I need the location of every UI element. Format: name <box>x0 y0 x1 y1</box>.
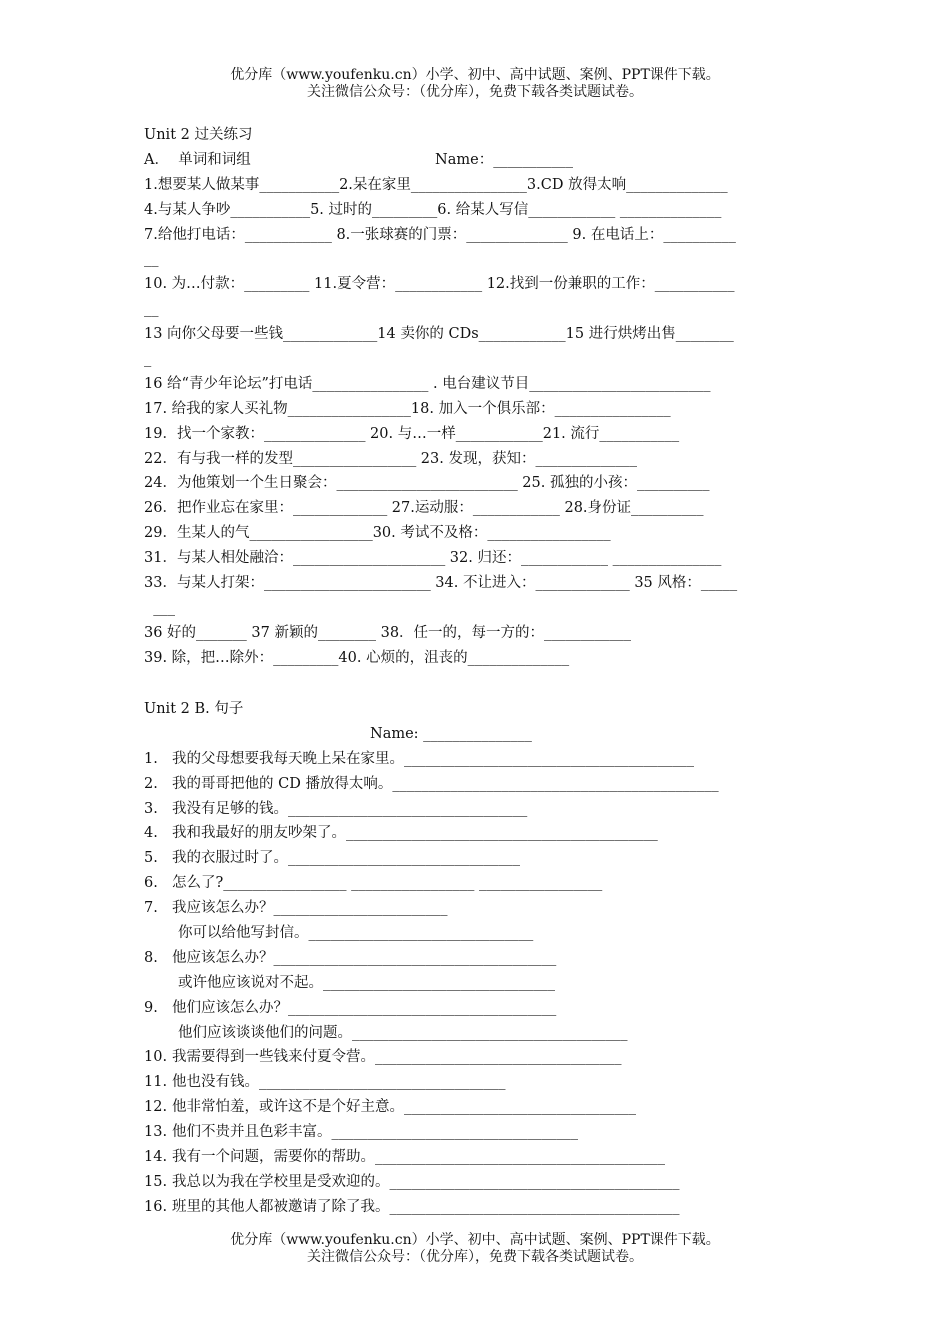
sentence-item <box>144 797 814 822</box>
sentence-item <box>144 846 814 871</box>
header-line-2: 关注微信公众号：（优分库），免费下载各类试题试卷。 <box>307 84 643 100</box>
sentence-text: 班里的其他人都被邀请了除了我。________________________________________ <box>172 1198 680 1215</box>
part-a-lines <box>144 173 814 671</box>
sentence-item <box>144 946 814 971</box>
sentence-number: 10. <box>144 1049 168 1066</box>
sentence-item <box>144 747 814 772</box>
sentence-item <box>144 1170 814 1195</box>
sentence-text: 或许他应该说对不起。________________________________ <box>178 974 555 991</box>
sentence-text: 我需要得到一些钱来付夏令营。__________________________________ <box>172 1049 622 1066</box>
vocab-line: 39. 除，把…除外：_________40. 心烦的，沮丧的______________ <box>144 649 570 666</box>
sentence-number: 2. <box>144 775 158 792</box>
sentence-item <box>144 921 814 946</box>
part-a-vocabulary <box>144 123 814 671</box>
part-a-subtitle: A． 单词和词组 Name：___________ <box>144 151 573 168</box>
vocab-line: 17. 给我的家人买礼物_________________18. 加入一个俱乐部：________________ <box>144 400 671 417</box>
vocab-line: 33．与某人打架：_______________________ 34. 不让进入：_____________ 35 风格：_____ <box>144 575 738 592</box>
sentence-number: 4. <box>144 825 158 842</box>
vocab-line: ___ <box>144 599 175 616</box>
sentence-item <box>144 1045 814 1070</box>
sentence-text: 他们应该怎么办？_____________________________________ <box>172 999 557 1016</box>
sentence-number: 9. <box>144 999 158 1016</box>
part-b-items <box>144 747 814 1220</box>
sentence-text: 我总以为我在学校里是受欢迎的。________________________________________ <box>172 1173 680 1190</box>
header-line-1: 优分库（www.youfenku.cn）小学、初中、高中试题、案例、PPT课件下载。 <box>230 67 720 83</box>
sentence-text: 我的哥哥把他的 CD 播放得太响。_____________________________________________ <box>172 775 719 792</box>
sentence-item <box>144 1120 814 1145</box>
sentence-item <box>144 1070 814 1095</box>
vocab-line: 26．把作业忘在家里：_____________ 27.运动服：____________ 28.身份证__________ <box>144 500 704 517</box>
sentence-text: 他非常怕羞，或许这不是个好主意。________________________________ <box>172 1099 636 1116</box>
sentence-item <box>144 1145 814 1170</box>
sentence-text: 我的父母想要我每天晚上呆在家里。________________________________________ <box>172 750 694 767</box>
sentence-number: 3. <box>144 800 158 817</box>
vocab-line: 31．与某人相处融洽：_____________________ 32. 归还：____________ _______________ <box>144 550 722 567</box>
footer-line-2: 关注微信公众号：（优分库），免费下载各类试题试卷。 <box>307 1249 643 1265</box>
footer-line-1: 优分库（www.youfenku.cn）小学、初中、高中试题、案例、PPT课件下载。 <box>230 1232 720 1248</box>
vocab-line: 1.想要某人做某事___________2.呆在家里________________3.CD 放得太响______________ <box>144 176 728 193</box>
sentence-text: 我没有足够的钱。_________________________________ <box>172 800 528 817</box>
vocab-line: __ <box>144 251 159 268</box>
sentence-item <box>144 971 814 996</box>
page-footer <box>0 1232 950 1266</box>
part-b-sentences <box>144 697 814 1220</box>
sentence-item <box>144 1021 814 1046</box>
sentence-text: 他应该怎么办？_______________________________________ <box>172 949 557 966</box>
sentence-number: 6. <box>144 875 158 892</box>
vocab-line: 10. 为…付款：_________ 11.夏令营：____________ 12.找到一份兼职的工作：___________ <box>144 276 735 293</box>
part-b-title: Unit 2 B. 句子 <box>144 701 244 717</box>
sentence-number: 1. <box>144 750 158 767</box>
sentence-text: 我和我最好的朋友吵架了。___________________________________________ <box>172 825 658 842</box>
vocab-line: 4.与某人争吵___________5. 过时的_________6. 给某人写信____________ ______________ <box>144 201 722 218</box>
part-a-title: Unit 2 过关练习 <box>144 127 253 143</box>
vocab-line: 19．找一个家教：______________ 20. 与…一样____________21. 流行___________ <box>144 425 680 442</box>
sentence-number: 11. <box>144 1074 168 1091</box>
vocab-line: 16 给“青少年论坛”打电话________________ . 电台建议节目_________________________ <box>144 375 711 392</box>
sentence-number: 13. <box>144 1124 168 1141</box>
sentence-text: 怎么了?_________________ _________________ _________________ <box>172 875 603 892</box>
sentence-number: 16. <box>144 1198 168 1215</box>
sentence-item <box>144 871 814 896</box>
vocab-line: __ <box>144 301 159 318</box>
sentence-number: 8. <box>144 949 158 966</box>
vocab-line: 13 向你父母要一些钱_____________14 卖你的 CDs____________15 进行烘烤出售________ <box>144 326 734 343</box>
vocab-line: 22．有与我一样的发型_________________ 23. 发现，获知：______________ <box>144 450 637 467</box>
sentence-text: 他们不贵并且色彩丰富。__________________________________ <box>172 1124 578 1141</box>
vocab-line: 29．生某人的气_________________30. 考试不及格：_________________ <box>144 525 611 542</box>
page-header <box>0 67 950 101</box>
sentence-number: 12. <box>144 1099 168 1116</box>
sentence-text: 我应该怎么办？________________________ <box>172 900 448 917</box>
sentence-item <box>144 896 814 921</box>
sentence-item <box>144 821 814 846</box>
sentence-text: 他们应该谈谈他们的问题。______________________________________ <box>178 1024 628 1041</box>
vocab-line: 7.给他打电话：____________ 8.一张球赛的门票：______________ 9. 在电话上：__________ <box>144 226 736 243</box>
part-b-name-line: Name: _______________ <box>370 725 532 742</box>
sentence-text: 我有一个问题，需要你的帮助。________________________________________ <box>172 1149 665 1166</box>
sentence-item <box>144 772 814 797</box>
sentence-number: 14. <box>144 1149 168 1166</box>
sentence-text: 他也没有钱。__________________________________ <box>172 1074 506 1091</box>
sentence-text: 你可以给他写封信。_______________________________ <box>178 925 534 942</box>
sentence-number: 15. <box>144 1173 168 1190</box>
sentence-item <box>144 1095 814 1120</box>
sentence-item <box>144 1195 814 1220</box>
sentence-number: 7. <box>144 900 158 917</box>
vocab-line: 24．为他策划一个生日聚会：_________________________ 25. 孤独的小孩：__________ <box>144 475 710 492</box>
sentence-number: 5. <box>144 850 158 867</box>
sentence-text: 我的衣服过时了。________________________________ <box>172 850 520 867</box>
vocab-line: _ <box>144 351 152 368</box>
vocab-line: 36 好的_______ 37 新颖的________ 38．任一的，每一方的：____________ <box>144 624 632 641</box>
sentence-item <box>144 996 814 1021</box>
